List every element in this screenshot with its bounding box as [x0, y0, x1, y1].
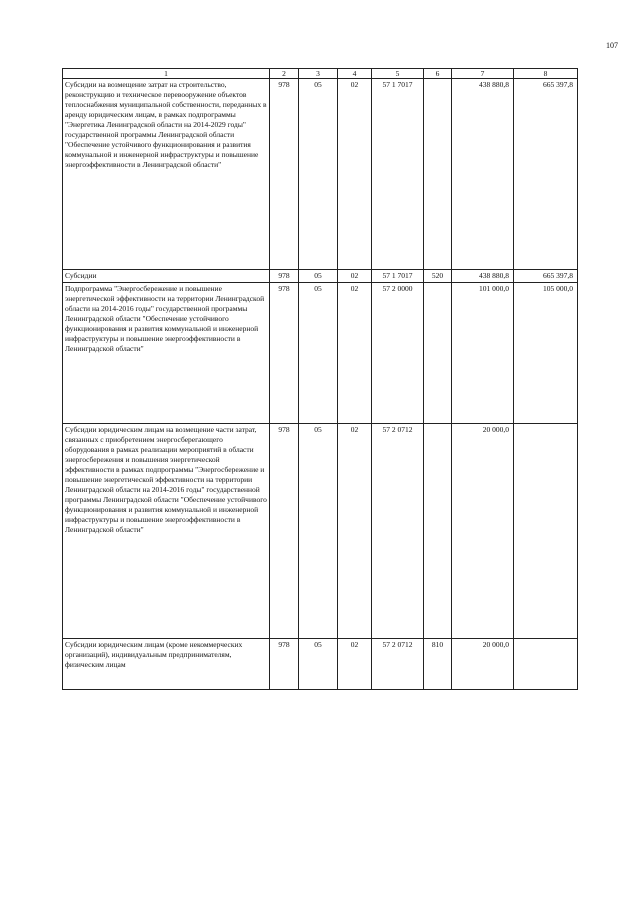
cell-code: 978: [270, 79, 299, 270]
budget-table: [62, 68, 578, 690]
row-name: Субсидии на возмещение затрат на строительство, реконструкцию и техническое перевооружение объектов теплоснабжения муниципальной собственности, переданных в аренду юридическим лицам, в рамках подпрограммы "Энергетика Ленинградской области на 2014-2029 годы" государственной программы Ленинградской области "Обеспечение устойчивого функционирования и развития коммунальной и инженерной инфраструктуры и повышение энергоэффективности в Ленинградской области": [63, 79, 270, 270]
row-name: Субсидии юридическим лицам (кроме некоммерческих организаций), индивидуальным предпринимателям, физическим лицам: [63, 639, 270, 690]
cell-code: 978: [270, 270, 299, 283]
header-cell: 1: [63, 69, 270, 79]
cell-section: 05: [299, 283, 338, 424]
header-cell: 7: [452, 69, 514, 79]
header-cell: 3: [299, 69, 338, 79]
table-header-row: [63, 69, 578, 79]
cell-amount-col7: 438 880,8: [452, 270, 514, 283]
cell-target-article: 57 1 7017: [372, 79, 424, 270]
cell-subsection: 02: [338, 79, 372, 270]
cell-amount-col8: 665 397,8: [514, 79, 578, 270]
row-name: Субсидии юридическим лицам на возмещение части затрат, связанных с приобретением энергосберегающего оборудования в рамках реализации мероприятий в области энергосбережения и повышения энергетической эффективности в рамках подпрограммы "Энергосбережение и повышение энергетической эффективности на территории Ленинградской области на 2014-2016 годы" государственной программы Ленинградской области "Обеспечение устойчивого функционирования и развития коммунальной и инженерной инфраструктуры и повышение энергоэффективности в Ленинградской области": [63, 424, 270, 639]
cell-amount-col7: 438 880,8: [452, 79, 514, 270]
header-cell: 5: [372, 69, 424, 79]
cell-target-article: 57 1 7017: [372, 270, 424, 283]
row-name: Подпрограмма "Энергосбережение и повышение энергетической эффективности на территории Ленинградской области на 2014-2016 годы" государственной программы Ленинградской области "Обеспечение устойчивого функционирования и развития коммунальной и инженерной инфраструктуры и повышение энергоэффективности в Ленинградской области": [63, 283, 270, 424]
cell-expense-type: [424, 424, 452, 639]
row-name: Субсидии: [63, 270, 270, 283]
cell-subsection: 02: [338, 424, 372, 639]
table-row: [63, 270, 578, 283]
cell-code: 978: [270, 283, 299, 424]
table-row: [63, 79, 578, 270]
table-row: [63, 639, 578, 690]
header-cell: 8: [514, 69, 578, 79]
cell-subsection: 02: [338, 270, 372, 283]
cell-amount-col7: 20 000,0: [452, 424, 514, 639]
cell-amount-col7: 20 000,0: [452, 639, 514, 690]
cell-subsection: 02: [338, 639, 372, 690]
cell-amount-col7: 101 000,0: [452, 283, 514, 424]
cell-amount-col8: 665 397,8: [514, 270, 578, 283]
cell-section: 05: [299, 639, 338, 690]
cell-code: 978: [270, 424, 299, 639]
table-row: [63, 283, 578, 424]
cell-expense-type: 520: [424, 270, 452, 283]
page-number: 107: [606, 41, 618, 50]
cell-section: 05: [299, 79, 338, 270]
cell-expense-type: [424, 79, 452, 270]
table-row: [63, 424, 578, 639]
cell-amount-col8: 105 000,0: [514, 283, 578, 424]
cell-section: 05: [299, 270, 338, 283]
cell-subsection: 02: [338, 283, 372, 424]
header-cell: 4: [338, 69, 372, 79]
header-cell: 6: [424, 69, 452, 79]
cell-amount-col8: [514, 639, 578, 690]
cell-target-article: 57 2 0712: [372, 424, 424, 639]
cell-code: 978: [270, 639, 299, 690]
cell-target-article: 57 2 0000: [372, 283, 424, 424]
cell-expense-type: 810: [424, 639, 452, 690]
cell-target-article: 57 2 0712: [372, 639, 424, 690]
header-cell: 2: [270, 69, 299, 79]
cell-amount-col8: [514, 424, 578, 639]
cell-section: 05: [299, 424, 338, 639]
cell-expense-type: [424, 283, 452, 424]
